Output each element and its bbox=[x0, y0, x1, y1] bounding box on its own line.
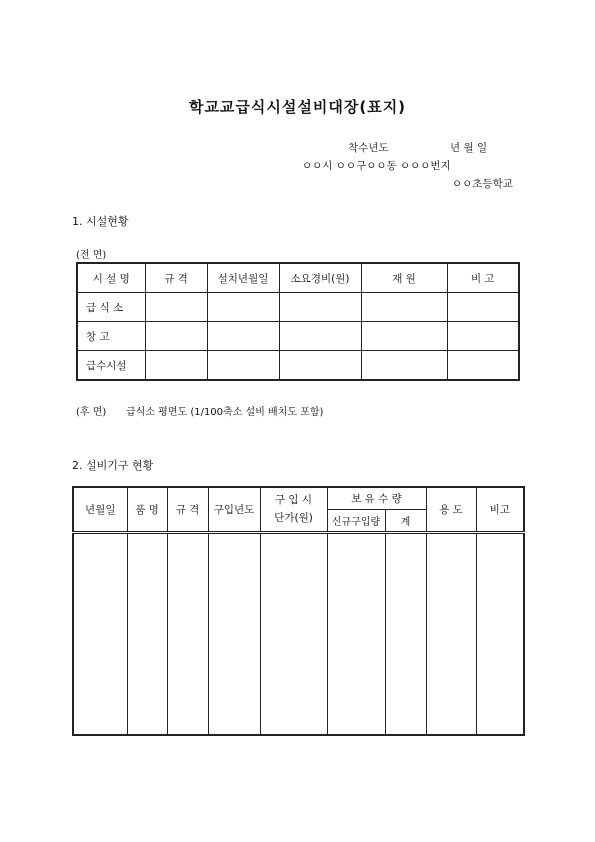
start-date-fields: 년 월 일 bbox=[450, 142, 488, 154]
table-header-row bbox=[73, 487, 524, 510]
front-side-label: (전 면) bbox=[76, 250, 107, 261]
table-cell bbox=[361, 351, 447, 381]
school-name: ㅇㅇ초등학교 bbox=[452, 178, 513, 190]
header-cell: 용 도 bbox=[426, 487, 476, 533]
row-label: 창 고 bbox=[77, 322, 145, 351]
table-cell bbox=[279, 322, 361, 351]
header-cell: 재 원 bbox=[361, 263, 447, 293]
back-side-text: 급식소 평면도 (1/100축소 설비 배치도 포함) bbox=[126, 407, 324, 418]
table-cell bbox=[447, 293, 519, 322]
header-cell: 신규구입량 bbox=[327, 510, 385, 533]
table-cell bbox=[447, 351, 519, 381]
table-cell bbox=[260, 533, 327, 736]
table-cell bbox=[279, 293, 361, 322]
school-address: ㅇㅇ시 ㅇㅇ구ㅇㅇ동 ㅇㅇㅇ번지 bbox=[302, 160, 451, 172]
header-cell: 계 bbox=[385, 510, 426, 533]
table-cell bbox=[327, 533, 385, 736]
table-cell bbox=[207, 351, 279, 381]
header-cell: 규 격 bbox=[145, 263, 207, 293]
table-row bbox=[77, 293, 519, 322]
table-cell bbox=[145, 293, 207, 322]
header-cell: 년월일 bbox=[73, 487, 127, 533]
table-cell bbox=[385, 533, 426, 736]
section2-heading: 2. 설비기구 현황 bbox=[72, 459, 154, 472]
start-year-label: 착수년도 bbox=[348, 142, 389, 154]
table-row bbox=[77, 351, 519, 381]
header-line: 구 입 시 bbox=[274, 493, 313, 506]
facility-status-table bbox=[76, 262, 520, 381]
table-cell bbox=[361, 293, 447, 322]
section1-heading: 1. 시설현황 bbox=[72, 215, 129, 228]
header-cell: 품 명 bbox=[127, 487, 167, 533]
table-cell bbox=[361, 322, 447, 351]
row-label: 급수시설 bbox=[77, 351, 145, 381]
table-cell bbox=[426, 533, 476, 736]
table-header-row bbox=[77, 263, 519, 293]
page-title: 학교교급식시설설비대장(표지) bbox=[188, 98, 407, 116]
header-cell: 시 설 명 bbox=[77, 263, 145, 293]
back-side-label: (후 면) bbox=[76, 407, 107, 418]
row-label: 급 식 소 bbox=[77, 293, 145, 322]
table-cell bbox=[447, 322, 519, 351]
header-cell: 보 유 수 량 bbox=[327, 487, 426, 510]
header-cell: 소요경비(원) bbox=[279, 263, 361, 293]
table-cell bbox=[145, 322, 207, 351]
table-row bbox=[77, 322, 519, 351]
table-cell bbox=[167, 533, 208, 736]
table-cell bbox=[207, 322, 279, 351]
header-cell: 비 고 bbox=[447, 263, 519, 293]
unit-price-header bbox=[260, 487, 327, 533]
header-cell: 규 격 bbox=[167, 487, 208, 533]
table-cell bbox=[145, 351, 207, 381]
table-cell bbox=[476, 533, 524, 736]
table-cell bbox=[73, 533, 127, 736]
table-row bbox=[73, 533, 524, 736]
table-cell bbox=[127, 533, 167, 736]
header-cell: 비고 bbox=[476, 487, 524, 533]
equipment-status-table bbox=[72, 486, 525, 736]
header-line: 단가(원) bbox=[274, 511, 313, 524]
table-cell bbox=[208, 533, 260, 736]
table-cell bbox=[207, 293, 279, 322]
table-cell bbox=[279, 351, 361, 381]
header-cell: 구입년도 bbox=[208, 487, 260, 533]
header-cell: 설치년월일 bbox=[207, 263, 279, 293]
